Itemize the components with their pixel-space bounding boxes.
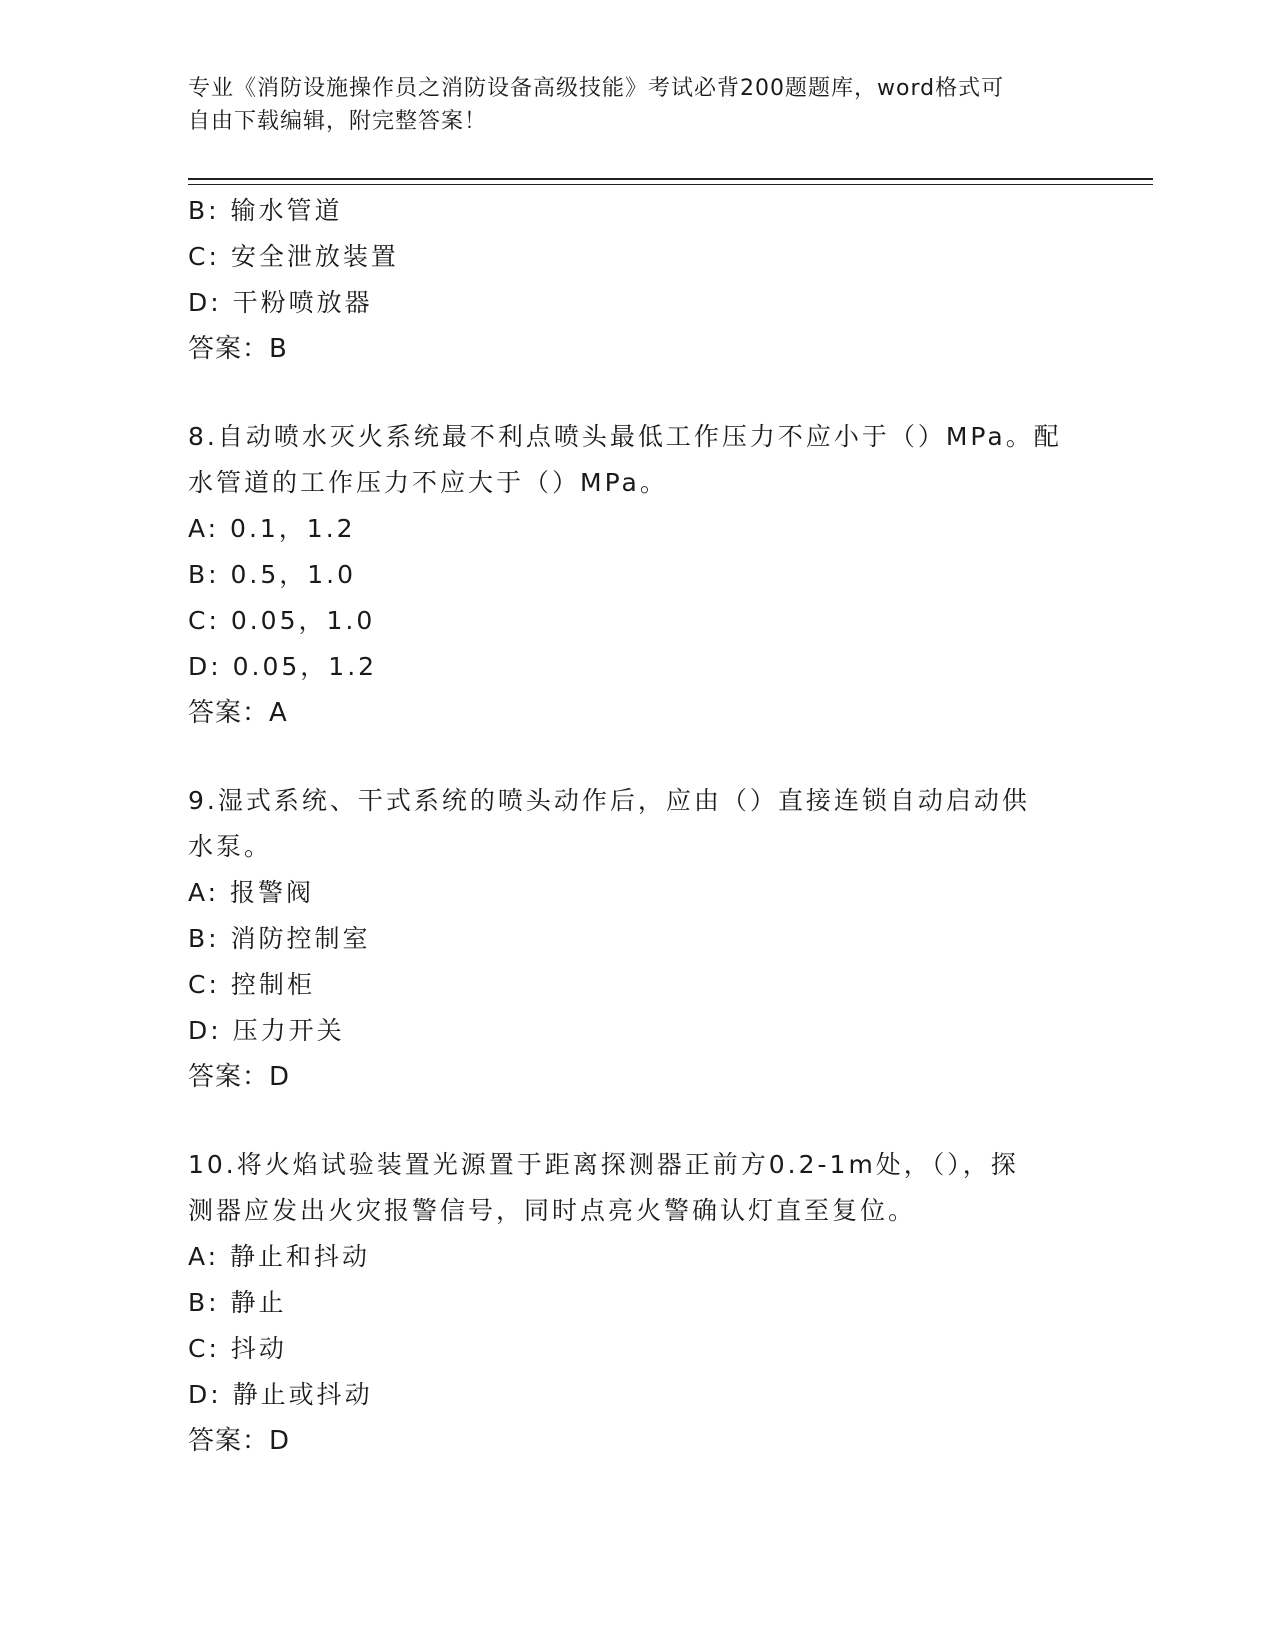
question-block-8 bbox=[188, 414, 1088, 736]
option-b: B: 静止 bbox=[188, 1288, 287, 1317]
header-divider-thin bbox=[188, 184, 1153, 185]
answer-line: 答案：D bbox=[188, 1426, 291, 1456]
option-b: B: 输水管道 bbox=[188, 196, 343, 225]
option-c: C: 控制柜 bbox=[188, 970, 315, 999]
answer-line: 答案：A bbox=[188, 698, 288, 728]
question-stem-line-2: 测器应发出火灾报警信号，同时点亮火警确认灯直至复位。 bbox=[188, 1196, 917, 1225]
option-a: A: 0.1，1.2 bbox=[188, 514, 356, 543]
header-line-2: 自由下载编辑，附完整答案！ bbox=[188, 109, 488, 134]
question-block-10 bbox=[188, 1142, 1088, 1464]
spacer bbox=[188, 736, 1088, 778]
option-c: C: 0.05，1.0 bbox=[188, 606, 376, 635]
option-b: B: 0.5，1.0 bbox=[188, 560, 357, 589]
question-stem-line-2: 水管道的工作压力不应大于（）MPa。 bbox=[188, 468, 668, 497]
option-c: C: 抖动 bbox=[188, 1334, 287, 1363]
document-header bbox=[188, 72, 1068, 138]
option-d: D: 压力开关 bbox=[188, 1016, 345, 1045]
option-c: C: 安全泄放装置 bbox=[188, 242, 399, 271]
option-b: B: 消防控制室 bbox=[188, 924, 371, 953]
question-stem-line-2: 水泵。 bbox=[188, 832, 273, 861]
option-a: A: 静止和抖动 bbox=[188, 1242, 371, 1271]
question-stem-line-1: 9.湿式系统、干式系统的喷头动作后，应由（）直接连锁自动启动供 bbox=[188, 786, 1030, 815]
option-d: D: 干粉喷放器 bbox=[188, 288, 373, 317]
question-content bbox=[188, 188, 1088, 1464]
answer-line: 答案：D bbox=[188, 1062, 291, 1092]
option-a: A: 报警阀 bbox=[188, 878, 315, 907]
question-stem-line-1: 8.自动喷水灭火系统最不利点喷头最低工作压力不应小于（）MPa。配 bbox=[188, 422, 1062, 451]
header-line-1: 专业《消防设施操作员之消防设备高级技能》考试必背200题题库，word格式可 bbox=[188, 76, 1005, 101]
answer-line: 答案：B bbox=[188, 334, 288, 364]
question-block-9 bbox=[188, 778, 1088, 1100]
question-stem-line-1: 10.将火焰试验装置光源置于距离探测器正前方0.2-1m处，（），探 bbox=[188, 1150, 1019, 1179]
previous-question-block bbox=[188, 188, 1088, 372]
spacer bbox=[188, 372, 1088, 414]
option-d: D: 0.05，1.2 bbox=[188, 652, 378, 681]
spacer bbox=[188, 1100, 1088, 1142]
option-d: D: 静止或抖动 bbox=[188, 1380, 373, 1409]
header-divider-thick bbox=[188, 178, 1153, 180]
